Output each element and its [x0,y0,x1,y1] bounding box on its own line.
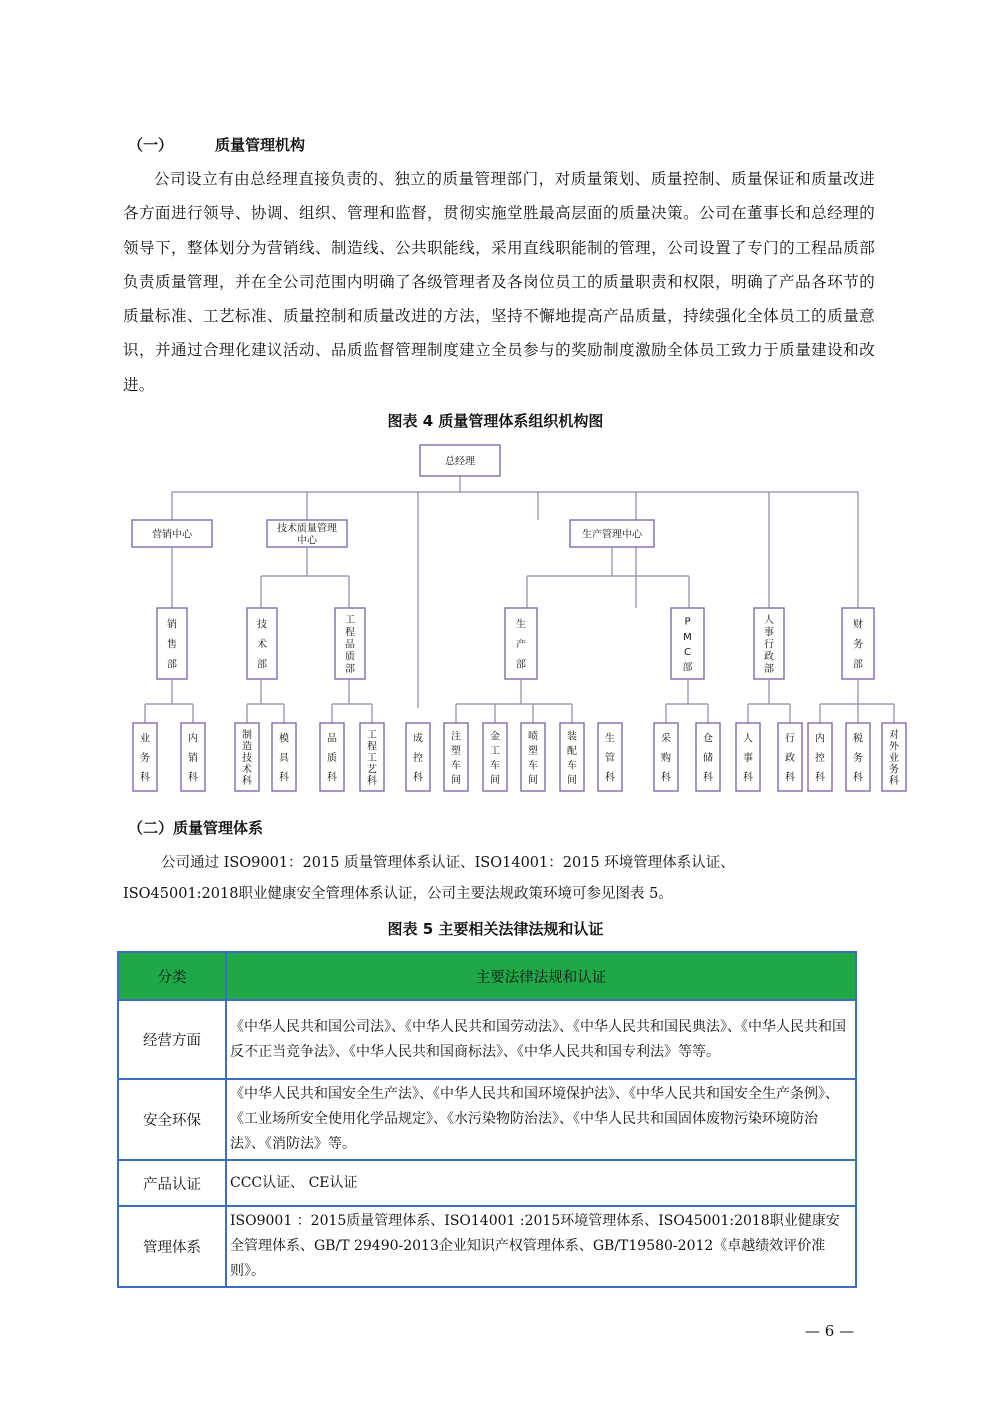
org-label-char: 科 [853,772,863,784]
table-cell-category: 管理体系 [118,1206,226,1287]
org-label-char: 程 [345,627,355,639]
table-row [118,1160,856,1206]
org-box-section [778,723,802,791]
org-label-char: 科 [140,772,150,784]
org-label-char: 车 [490,760,500,772]
org-box-section [846,723,870,791]
org-label-char: 科 [743,772,753,784]
org-label-char: 艺 [367,764,377,776]
org-box-section [444,723,468,791]
org-label-char: 人 [764,615,774,627]
org-label-char: 控 [413,753,423,764]
org-label-char: 工 [367,729,377,741]
org-label-char: 采 [661,733,671,745]
org-label-char: 销 [167,619,177,631]
org-label-char: 造 [242,741,252,753]
org-label-char: 具 [279,753,289,764]
section1-paragraph: 公司设立有由总经理直接负责的、独立的质量管理部门，对质量策划、质量控制、质量保证和质量改进各方面进行领导、协调、组织、管理和监督，贯彻实施堂胜最高层面的质量决策。公司在董事长和总经理的领导下，整体划分为营销线、制造线、公共职能线，采用直线职能制的管理，公司设置了专门的工程品质部负责质量管理，并在全公司范围内明确了各级管理者及各岗位员工的质量职责和权限，明确了产品各环节的质量标准、工艺标准、质量控制和质量改进的方法，坚持不懈地提高产品质量，持续强化全体员工的质量意识，并通过合理化建议活动、品质监督管理制度建立全员参与的奖励制度激励全体员工致力于质量建设和改进。 [123,170,875,394]
org-label-char: 产 [516,639,526,651]
section2-paragraph-line2: ISO45001:2018职业健康安全管理体系认证，公司主要法规政策环境可参见图表 5。 [123,886,673,902]
org-label: 技术质量管理 [277,523,337,535]
section1-heading [128,134,305,155]
org-label-char: 部 [682,662,693,674]
org-label-char: 质 [327,753,337,764]
section1-heading-title: 质量管理机构 [215,136,306,154]
org-label-char: 部 [764,663,774,675]
org-box-section [360,723,384,791]
org-label-char: 售 [167,639,177,651]
org-label-char: 塑 [451,745,461,757]
table-row [118,1079,856,1160]
org-label-char: 税 [853,733,863,745]
org-box-section [320,723,344,791]
org-label-char: 工 [345,615,355,627]
org-label-char: 喷 [528,731,538,743]
org-label-char: 塑 [528,745,538,757]
table-header-category: 分类 [118,952,226,1000]
org-label-char: 科 [605,772,615,784]
org-label-char: 注 [451,731,461,743]
org-label-char: 金 [490,731,500,743]
org-label-char: 人 [743,733,753,745]
org-label-char: 程 [367,741,377,753]
org-label-char: 生 [516,619,526,631]
table-row [118,1206,856,1287]
table-cell-category: 产品认证 [118,1160,226,1206]
org-label-char: 科 [327,772,337,784]
org-label-char: 品 [327,733,337,745]
org-label-char: 制 [242,729,252,741]
section2-heading: （二）质量管理体系 [128,819,264,837]
org-label: 营销中心 [152,529,192,541]
org-label-char: 外 [889,741,899,753]
table-cell-category: 安全环保 [118,1079,226,1160]
org-label-char: 部 [345,663,355,675]
org-box-root [420,445,500,476]
org-label-char: 财 [853,619,863,631]
table-cell-content: ISO9001 ：2015质量管理体系、ISO14001 :2015环境管理体系、ISO45001:2018职业健康安全管理体系、GB/T 29490-2013企业知识产权管理体系、GB/T19580-2012《卓越绩效评价准则》。 [226,1206,856,1287]
section2-paragraph-line1: 公司通过 ISO9001：2015 质量管理体系认证、ISO14001：2015 环境管理体系认证、 [161,855,735,871]
org-label-char: 事 [764,627,774,639]
org-label-char: C [684,647,691,659]
org-label-char: 科 [785,772,795,784]
org-label-char: 间 [528,774,538,786]
org-label-char: 部 [853,659,863,671]
org-label-char: 行 [785,733,795,745]
org-label-char: 品 [345,639,355,651]
org-label-char: 科 [703,772,713,784]
org-label-char: 科 [279,772,289,784]
org-box-department [335,608,365,679]
org-label-char: 控 [815,753,825,764]
table-cell-content: CCC认证、 CE认证 [226,1160,856,1206]
org-label-char: 科 [367,776,377,788]
table5-caption: 图表 5 主要相关法律法规和认证 [387,920,604,938]
org-box-department [754,608,784,679]
org-box-section [882,723,906,791]
org-label-char: 装 [567,731,577,743]
org-label-char: 管 [605,753,615,764]
org-label-char: 科 [188,772,198,784]
org-label-char: 间 [567,774,577,786]
org-label-char: 技 [242,753,252,764]
org-label-char: 生 [605,733,615,745]
org-box-section [654,723,678,791]
org-box-section [181,723,205,791]
org-label-char: 销 [188,753,198,764]
org-box-center [570,520,654,547]
page-number: — 6 — [805,1322,855,1340]
org-label-char: 质 [345,651,355,663]
org-box-department [247,608,277,679]
org-box-department [505,608,537,679]
org-label-char: 购 [661,753,671,764]
org-label-char: 部 [516,659,526,671]
org-label-char: 业 [140,733,150,745]
org-box-section [272,723,296,791]
org-box-section [808,723,832,791]
org-label-char: 间 [451,774,461,786]
org-label: 中心 [297,535,317,547]
section1-heading-num: （一） [128,136,174,154]
org-box-section [560,723,584,791]
org-label-char: 对 [889,729,899,741]
org-box-section [598,723,622,791]
org-label-char: 储 [703,753,713,764]
org-label-char: 科 [661,772,671,784]
org-box-department [157,608,187,679]
org-label-char: 政 [764,651,774,663]
org-label-char: 间 [490,774,500,786]
org-label-char: 内 [815,733,825,745]
org-label-char: 部 [167,659,177,671]
laws-table [117,951,857,1288]
org-label-char: 工 [490,745,500,757]
org-label-char: 业 [889,753,899,764]
table-cell-content: 《中华人民共和国公司法》、《中华人民共和国劳动法》、《中华人民共和国民典法》、《中华人民共和国反不正当竞争法》、《中华人民共和国商标法》、《中华人民共和国专利法》等等。 [226,1000,856,1079]
org-box-section [736,723,760,791]
org-label-char: 仓 [703,733,713,745]
org-label-char: 术 [242,764,252,776]
org-box-department [671,608,704,679]
org-label-char: 配 [567,745,577,757]
org-label-char: 技 [257,619,267,631]
table-row [118,1000,856,1079]
org-label-char: 成 [413,733,423,745]
org-box-section [235,723,259,791]
table-cell-category: 经营方面 [118,1000,226,1079]
org-label-char: 务 [140,753,150,764]
org-label-char: 术 [257,639,267,651]
org-label: 总经理 [445,456,475,468]
org-label-char: 科 [413,772,423,784]
org-label: 生产管理中心 [582,529,642,541]
org-label-char: 务 [889,764,899,776]
org-box-section [696,723,720,791]
org-box-section [133,723,157,791]
table-cell-content: 《中华人民共和国安全生产法》、《中华人民共和国环境保护法》、《中华人民共和国安全生产条例》、《工业场所安全使用化学品规定》、《水污染物防治法》、《中华人民共和国固体废物污染环境防治法》、《消防法》等。 [226,1079,856,1160]
org-chart [120,440,920,800]
org-label-char: 务 [853,753,863,764]
org-box-department [842,608,874,679]
org-box-section [521,723,545,791]
org-box-section [483,723,507,791]
org-box-center [132,520,212,547]
org-label-char: 车 [567,760,577,772]
table-header-row [118,952,856,1000]
org-label-char: 政 [785,753,795,764]
org-label-char: 务 [853,639,863,651]
org-box-center [267,520,347,547]
org-label-char: 事 [743,753,753,764]
org-label-char: 车 [528,760,538,772]
table-header-content: 主要法律法规和认证 [226,952,856,1000]
org-box-section [406,723,430,791]
org-label-char: P [684,616,691,628]
figure4-caption: 图表 4 质量管理体系组织机构图 [387,412,604,430]
org-label-char: 科 [889,776,899,788]
org-label-char: M [683,631,692,643]
org-label-char: 科 [242,776,252,788]
org-label-char: 模 [279,733,289,745]
org-label-char: 部 [257,659,267,671]
org-label-char: 行 [764,639,774,651]
org-label-char: 内 [188,733,198,745]
org-label-char: 工 [367,753,377,764]
org-label-char: 车 [451,760,461,772]
org-label-char: 科 [815,772,825,784]
